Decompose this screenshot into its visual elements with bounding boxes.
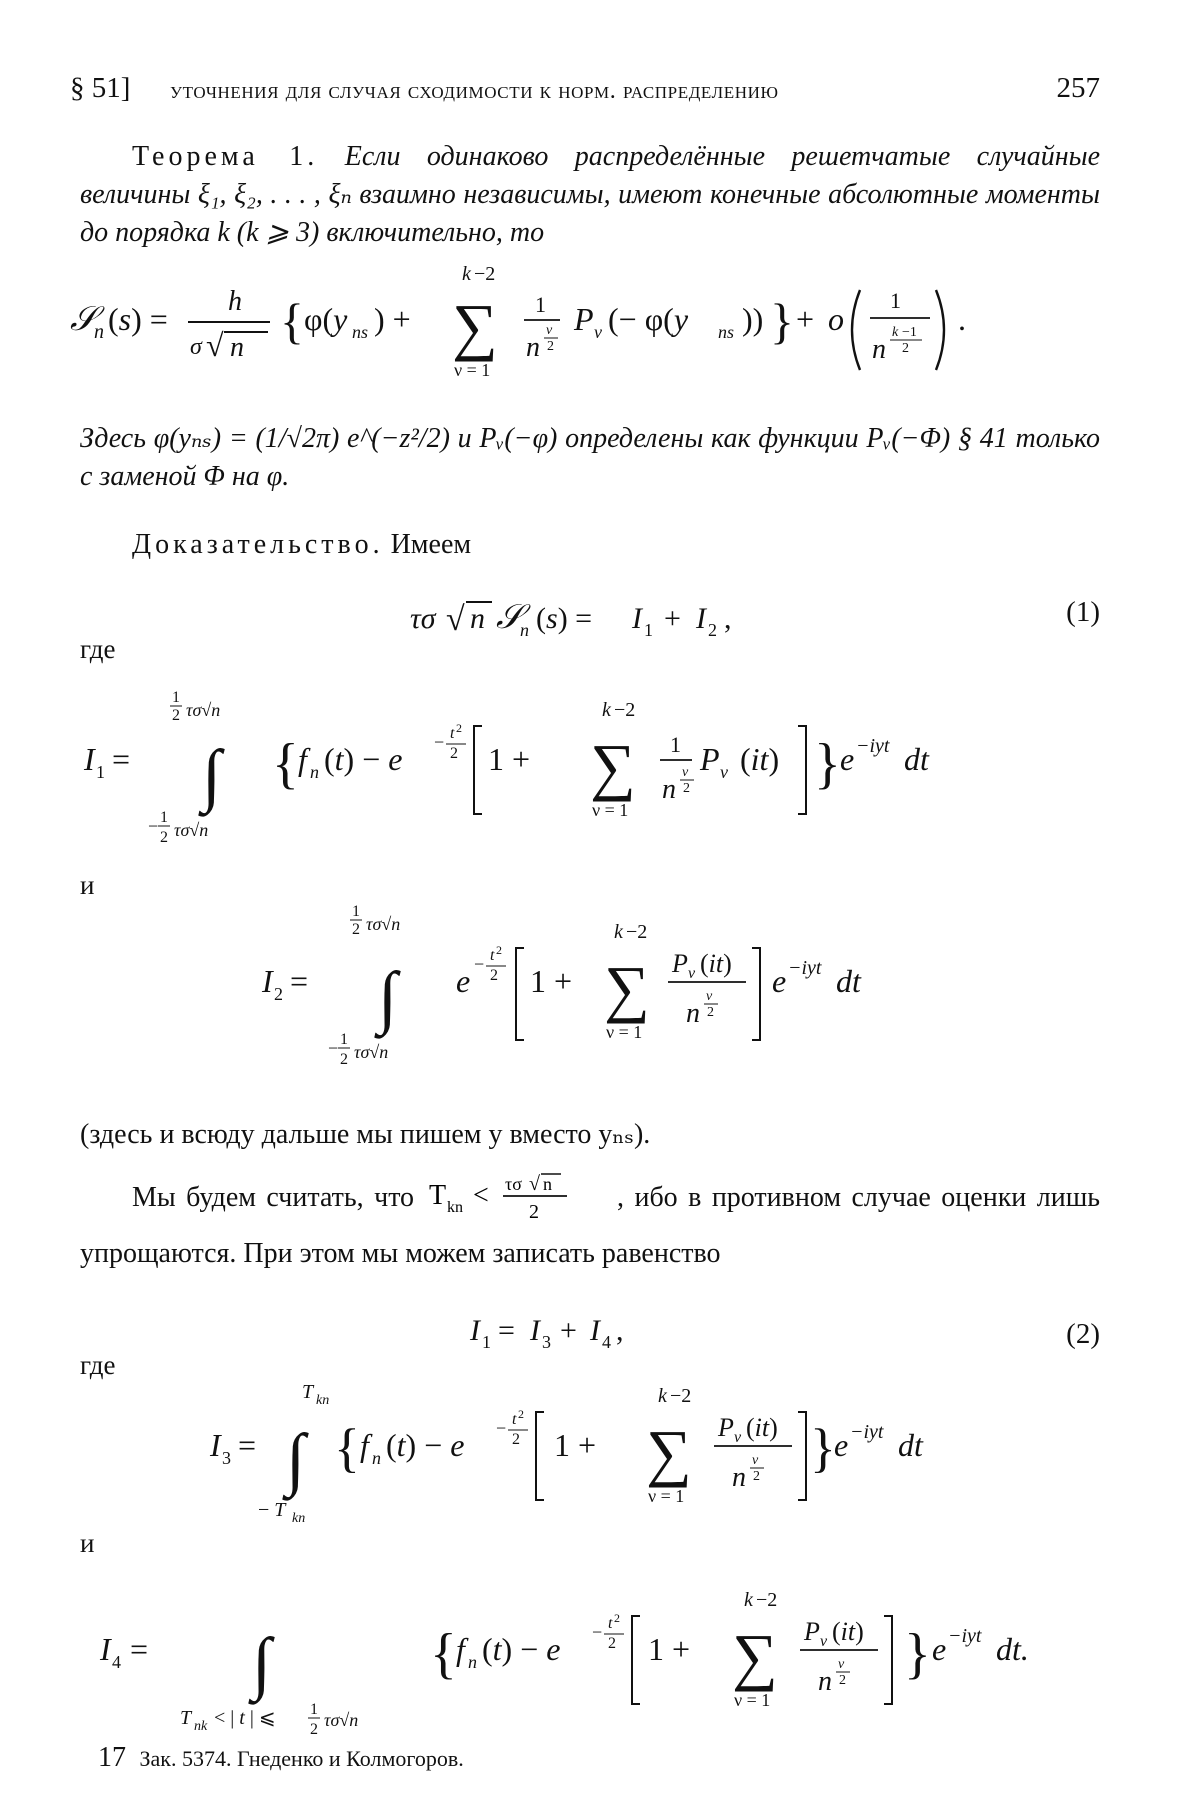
svg-text:{: { — [334, 1418, 360, 1478]
remark-paragraph: (здесь и всюду дальше мы пишем y вместо yₙₛ). — [80, 1119, 651, 1150]
svg-text:kn: kn — [292, 1511, 306, 1526]
svg-text:f: f — [298, 741, 307, 777]
svg-text:}: } — [814, 733, 841, 795]
svg-text:1: 1 — [482, 1332, 491, 1352]
running-header — [70, 62, 1100, 112]
svg-text:2: 2 — [450, 745, 458, 762]
svg-text:dt: dt — [898, 1427, 923, 1463]
svg-text:2: 2 — [683, 781, 690, 796]
svg-text:I: I — [210, 1427, 221, 1463]
svg-text:=: = — [290, 963, 309, 999]
svg-text:ν: ν — [734, 1429, 742, 1446]
svg-text:=: = — [130, 1631, 149, 1667]
svg-text:1 +: 1 + — [488, 741, 531, 777]
svg-text:−: − — [474, 954, 485, 974]
svg-text:e: e — [772, 963, 787, 999]
svg-text:+: + — [560, 1314, 577, 1347]
svg-text:n: n — [526, 332, 540, 363]
svg-text:1: 1 — [96, 762, 105, 782]
svg-text:I: I — [530, 1314, 540, 1347]
svg-text:}: } — [770, 293, 794, 349]
svg-text:∑: ∑ — [732, 1621, 778, 1692]
svg-text:t: t — [450, 725, 455, 742]
label-and-2: и — [80, 1528, 95, 1558]
proof-label: Доказательство. — [132, 529, 384, 560]
integral-i4 — [100, 1574, 1060, 1739]
svg-text:1 +: 1 + — [554, 1427, 597, 1463]
svg-text:e: e — [834, 1427, 849, 1463]
svg-text:T: T — [302, 1381, 314, 1403]
svg-text:1: 1 — [340, 1031, 348, 1048]
svg-text:−iyt: −iyt — [788, 957, 822, 979]
svg-text:∑: ∑ — [452, 291, 498, 362]
svg-text:ν: ν — [838, 1657, 845, 1672]
svg-text:1: 1 — [670, 732, 681, 757]
svg-text:nk: nk — [194, 1719, 208, 1734]
svg-text:n: n — [94, 321, 104, 343]
integral-i2 — [262, 900, 902, 1075]
svg-text:ns: ns — [352, 322, 369, 342]
svg-text:n: n — [818, 1666, 832, 1697]
svg-text:P: P — [700, 741, 720, 777]
svg-text:τσ: τσ — [504, 1174, 522, 1194]
svg-text:I: I — [262, 963, 273, 999]
footer — [98, 1742, 464, 1774]
svg-text:1: 1 — [172, 689, 180, 706]
svg-text:2: 2 — [547, 339, 554, 354]
svg-text:𝒮: 𝒮 — [496, 599, 523, 636]
svg-text:∫: ∫ — [202, 737, 222, 814]
svg-text:−iyt: −iyt — [948, 1625, 982, 1647]
theorem-paragraph — [80, 138, 1100, 252]
svg-text:kn: kn — [316, 1393, 330, 1408]
svg-text:k: k — [614, 921, 623, 943]
svg-text:n: n — [542, 1174, 552, 1194]
svg-text:τσ√n: τσ√n — [174, 820, 209, 840]
svg-text:∑: ∑ — [646, 1417, 692, 1488]
svg-text:{: { — [272, 733, 299, 795]
svg-text:−2: −2 — [614, 699, 636, 721]
svg-text:√: √ — [446, 601, 465, 638]
svg-text:2: 2 — [707, 1005, 714, 1020]
svg-text:)): )) — [742, 301, 764, 337]
theorem-label: Теорема 1. — [132, 141, 319, 172]
svg-text:−: − — [328, 1038, 339, 1058]
svg-text:ν: ν — [594, 322, 602, 342]
page-number: 257 — [1056, 72, 1100, 104]
svg-text:2: 2 — [608, 1635, 616, 1652]
svg-text:1: 1 — [644, 620, 653, 640]
svg-text:∑: ∑ — [604, 953, 650, 1024]
svg-text:−2: −2 — [756, 1589, 778, 1611]
svg-text:2: 2 — [528, 1201, 539, 1220]
svg-text:P: P — [672, 949, 688, 978]
svg-text:dt.: dt. — [996, 1631, 1029, 1667]
svg-text:{: { — [430, 1623, 457, 1685]
svg-text:n: n — [470, 602, 485, 635]
svg-text:T: T — [180, 1707, 192, 1729]
svg-text:f: f — [360, 1427, 369, 1463]
svg-text:n: n — [468, 1652, 477, 1672]
svg-text:2: 2 — [274, 984, 283, 1004]
svg-text:1 +: 1 + — [648, 1631, 691, 1667]
svg-text:+: + — [664, 602, 681, 635]
svg-text:2: 2 — [160, 829, 168, 846]
footer-text: Зак. 5374. Гнеденко и Колмогоров. — [139, 1746, 464, 1771]
equation-1 — [410, 586, 770, 651]
svg-text:∫: ∫ — [252, 1625, 272, 1702]
svg-text:ν = 1: ν = 1 — [592, 800, 629, 820]
svg-text:ν: ν — [546, 323, 553, 338]
svg-text:n: n — [872, 334, 886, 365]
svg-text:dt: dt — [836, 963, 861, 999]
svg-text:1: 1 — [535, 292, 546, 317]
svg-text:ν: ν — [688, 965, 696, 982]
svg-text:n: n — [520, 620, 529, 640]
svg-text:3: 3 — [542, 1332, 551, 1352]
svg-text:(s) =: (s) = — [536, 602, 593, 635]
integral-i3 — [210, 1374, 970, 1529]
svg-text:−: − — [434, 732, 445, 752]
consider-text-a: Мы будем считать, что — [132, 1182, 415, 1213]
svg-text:3: 3 — [222, 1448, 231, 1468]
svg-text:}: } — [904, 1623, 931, 1685]
svg-text:t: t — [490, 947, 495, 964]
svg-text:< | t | ⩽: < | t | ⩽ — [214, 1707, 276, 1729]
theorem-text: Если одинаково распределённые решетчатые случайные величины ξ₁, ξ₂, . . . , ξₙ взаимно независимы, имеют конечные абсолютные моменты до порядка k (k ⩾ 3) включительно, то — [80, 141, 1101, 248]
svg-text:2: 2 — [614, 1611, 620, 1625]
svg-text:−: − — [496, 1418, 507, 1438]
svg-text:2: 2 — [512, 1431, 520, 1448]
svg-text:t: t — [512, 1411, 517, 1428]
svg-text:τσ√n: τσ√n — [186, 700, 221, 720]
svg-text:n: n — [310, 762, 319, 782]
svg-text:e: e — [840, 741, 855, 777]
label-where-2: где — [80, 1350, 116, 1380]
svg-text:τσ√n: τσ√n — [324, 1710, 359, 1730]
equation-number-2: (2) — [1066, 1318, 1100, 1350]
svg-text:ν: ν — [706, 989, 713, 1004]
svg-text:e: e — [456, 963, 471, 999]
svg-text:1: 1 — [310, 1701, 318, 1718]
svg-text:(t) − e: (t) − e — [324, 741, 403, 777]
svg-text:t: t — [608, 1615, 613, 1632]
svg-text:(− φ(y: (− φ(y — [608, 301, 689, 337]
svg-text:1: 1 — [160, 809, 168, 826]
svg-text:1: 1 — [352, 903, 360, 920]
svg-text:) +: ) + — [374, 301, 411, 337]
svg-text:o: o — [828, 301, 844, 337]
header-title: уточнения для случая сходимости к норм. распределению — [170, 78, 779, 104]
note-paragraph: Здесь φ(yₙₛ) = (1/√2π) e^(−z²/2) и Pᵥ(−φ) определены как функции Pᵥ(−Φ) § 41 только с заменой Φ на φ. — [80, 423, 1100, 492]
svg-text:n: n — [230, 332, 244, 363]
svg-text:n: n — [686, 998, 700, 1029]
svg-text:(t) − e: (t) − e — [386, 1427, 465, 1463]
section-reference: § 51] — [70, 72, 131, 104]
svg-text:2: 2 — [839, 1673, 846, 1688]
svg-text:1 +: 1 + — [530, 963, 573, 999]
svg-text:(t) − e: (t) − e — [482, 1631, 561, 1667]
svg-text:k: k — [744, 1589, 753, 1611]
svg-text:ν = 1: ν = 1 — [454, 360, 491, 380]
svg-text:P: P — [804, 1617, 820, 1646]
svg-text:τσ√n: τσ√n — [366, 914, 401, 934]
svg-text:ν = 1: ν = 1 — [734, 1690, 771, 1710]
svg-text:n: n — [662, 774, 676, 805]
consider-paragraph — [80, 1170, 1100, 1282]
svg-text:.: . — [958, 301, 966, 337]
svg-text:(s) =: (s) = — [108, 301, 168, 337]
svg-text:k: k — [462, 263, 471, 285]
svg-text:ν: ν — [720, 762, 728, 782]
svg-text:−: − — [592, 1622, 603, 1642]
svg-text:ν: ν — [820, 1633, 828, 1650]
svg-text:,: , — [616, 1314, 624, 1347]
svg-text:4: 4 — [112, 1652, 121, 1672]
svg-text:h: h — [228, 286, 242, 317]
svg-text:4: 4 — [602, 1332, 611, 1352]
proof-paragraph — [80, 526, 1100, 564]
equation-number-1: (1) — [1066, 596, 1100, 628]
signature-number: 17 — [98, 1742, 126, 1773]
svg-text:ν = 1: ν = 1 — [606, 1022, 643, 1042]
svg-text:I: I — [470, 1314, 480, 1347]
svg-text:2: 2 — [352, 921, 360, 938]
svg-text:−iyt: −iyt — [856, 735, 890, 757]
svg-text:n: n — [732, 1462, 746, 1493]
svg-text:τσ√n: τσ√n — [354, 1042, 389, 1062]
svg-text:1: 1 — [890, 288, 901, 313]
svg-text:=: = — [112, 741, 131, 777]
svg-text:,: , — [724, 602, 732, 635]
svg-text:<: < — [472, 1180, 489, 1211]
svg-text:∫: ∫ — [378, 959, 398, 1036]
svg-text:2: 2 — [753, 1469, 760, 1484]
svg-text:−2: −2 — [626, 921, 648, 943]
svg-text:−: − — [148, 816, 159, 836]
svg-text:I: I — [632, 602, 642, 635]
svg-text:φ(y: φ(y — [304, 301, 348, 337]
svg-text:ns: ns — [718, 322, 735, 342]
svg-text:P: P — [574, 301, 594, 337]
svg-text:I: I — [590, 1314, 600, 1347]
svg-text:+: + — [796, 301, 815, 337]
svg-text:=: = — [498, 1314, 515, 1347]
svg-text:2: 2 — [902, 341, 909, 356]
svg-text:f: f — [456, 1631, 465, 1667]
svg-text:=: = — [238, 1427, 257, 1463]
label-and-1: и — [80, 870, 95, 900]
consider-text-b: , ибо в противном случае оценки лишь упрощаются. При этом мы можем записать равенство — [80, 1182, 1101, 1269]
svg-text:−iyt: −iyt — [850, 1421, 884, 1443]
svg-text:}: } — [810, 1418, 836, 1478]
svg-text:−1: −1 — [902, 325, 917, 340]
svg-text:√: √ — [528, 1173, 540, 1195]
svg-text:dt: dt — [904, 741, 929, 777]
svg-text:√: √ — [206, 327, 224, 363]
svg-text:k: k — [658, 1385, 667, 1407]
svg-text:I: I — [696, 602, 706, 635]
main-formula — [70, 262, 1030, 397]
svg-text:ν = 1: ν = 1 — [648, 1486, 685, 1506]
svg-text:2: 2 — [518, 1407, 524, 1421]
svg-text:kn: kn — [446, 1199, 463, 1216]
svg-text:2: 2 — [490, 967, 498, 984]
svg-text:2: 2 — [172, 707, 180, 724]
integral-i1 — [84, 686, 984, 851]
svg-text:k: k — [602, 699, 611, 721]
svg-text:∫: ∫ — [286, 1421, 306, 1498]
svg-text:{: { — [280, 293, 304, 349]
svg-text:τσ: τσ — [410, 602, 436, 635]
svg-text:2: 2 — [456, 721, 462, 735]
svg-text:(it): (it) — [700, 949, 732, 978]
svg-text:(it): (it) — [740, 741, 780, 777]
svg-text:∑: ∑ — [590, 731, 636, 802]
svg-text:I: I — [100, 1631, 111, 1667]
svg-text:n: n — [372, 1448, 381, 1468]
svg-text:𝒮: 𝒮 — [70, 301, 97, 338]
label-where-1: где — [80, 634, 116, 664]
svg-text:2: 2 — [496, 943, 502, 957]
svg-text:(it): (it) — [832, 1617, 864, 1646]
svg-text:−2: −2 — [474, 263, 496, 285]
svg-text:P: P — [718, 1413, 734, 1442]
svg-text:k: k — [892, 325, 899, 340]
svg-text:− T: − T — [258, 1499, 286, 1521]
svg-text:(it): (it) — [746, 1413, 778, 1442]
inline-inequality — [425, 1172, 607, 1220]
svg-text:2: 2 — [310, 1721, 318, 1738]
svg-text:2: 2 — [340, 1051, 348, 1068]
svg-text:σ: σ — [190, 334, 202, 360]
svg-text:ν: ν — [752, 1453, 759, 1468]
svg-text:ν: ν — [682, 765, 689, 780]
proof-text: Имеем — [390, 529, 472, 560]
svg-text:I: I — [84, 741, 95, 777]
equation-2 — [470, 1304, 670, 1359]
svg-text:−2: −2 — [670, 1385, 692, 1407]
svg-text:T: T — [428, 1180, 446, 1211]
svg-text:2: 2 — [708, 620, 717, 640]
svg-text:e: e — [932, 1631, 947, 1667]
